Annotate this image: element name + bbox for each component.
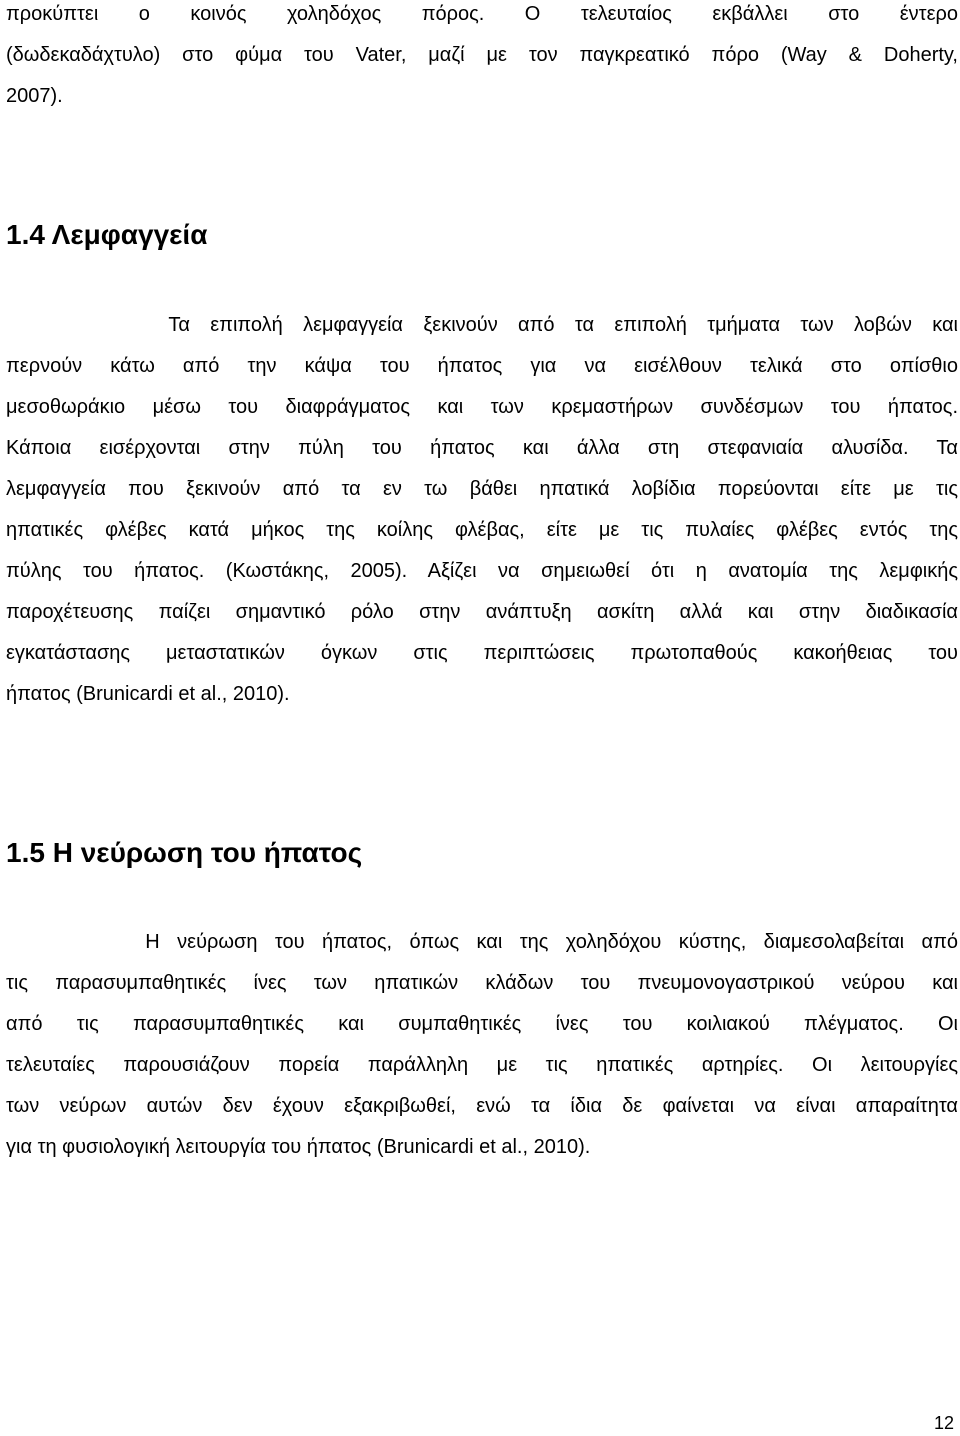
paragraph-line: τελευταίες παρουσιάζουν πορεία παράλληλη με τις ηπατικές αρτηρίες. Οι λειτουργίες [6, 1054, 958, 1076]
section-heading-1-4: 1.4 Λεμφαγγεία [6, 219, 208, 250]
paragraph-line: εγκατάστασης μεταστατικών όγκων στις περιπτώσεις πρωτοπαθούς κακοήθειας του [6, 642, 958, 664]
intro-line: (δωδεκαδάχτυλο) στο φύμα του Vater, μαζί με τον παγκρεατικό πόρο (Way & Doherty, [6, 44, 958, 66]
paragraph-line: των νεύρων αυτών δεν έχουν εξακριβωθεί, ενώ τα ίδια δε φαίνεται να είναι απαραίτητα [6, 1095, 958, 1117]
paragraph-line: από τις παρασυμπαθητικές και συμπαθητικές ίνες του κοιλιακού πλέγματος. Οι [6, 1013, 958, 1035]
lymphatics-paragraph [6, 305, 958, 715]
intro-paragraph [6, 0, 958, 117]
paragraph-line: πύλης του ήπατος. (Κωστάκης, 2005). Αξίζει να σημειωθεί ότι η ανατομία της λεμφικής [6, 560, 958, 582]
paragraph-line: περνούν κάτω από την κάψα του ήπατος για να εισέλθουν τελικά στο οπίσθιο [6, 355, 958, 377]
paragraph-line: μεσοθωράκιο μέσω του διαφράγματος και των κρεμαστήρων συνδέσμων του ήπατος. [6, 396, 958, 418]
paragraph-line: Κάποια εισέρχονται στην πύλη του ήπατος και άλλα στη στεφανιαία αλυσίδα. Τα [6, 437, 958, 459]
intro-line: 2007). [6, 85, 63, 107]
paragraph-line: Η νεύρωση του ήπατος, όπως και της χοληδόχου κύστης, διαμεσολαβείται από [6, 931, 958, 953]
paragraph-line: ήπατος (Brunicardi et al., 2010). [6, 683, 290, 705]
paragraph-line: ηπατικές φλέβες κατά μήκος της κοίλης φλέβας, είτε με τις πυλαίες φλέβες εντός της [6, 519, 958, 541]
innervation-paragraph [6, 922, 958, 1168]
page-number: 12 [933, 1413, 954, 1433]
section-heading-1-5: 1.5 Η νεύρωση του ήπατος [6, 837, 363, 868]
paragraph-line: Τα επιπολή λεμφαγγεία ξεκινούν από τα επιπολή τμήματα των λοβών και [6, 314, 958, 336]
paragraph-line: για τη φυσιολογική λειτουργία του ήπατος (Brunicardi et al., 2010). [6, 1136, 591, 1158]
paragraph-line: παροχέτευσης παίζει σημαντικό ρόλο στην ανάπτυξη ασκίτη αλλά και στην διαδικασία [6, 601, 958, 623]
intro-line: προκύπτει ο κοινός χοληδόχος πόρος. Ο τελευταίος εκβάλλει στο έντερο [6, 3, 958, 25]
paragraph-line: λεμφαγγεία που ξεκινούν από τα εν τω βάθει ηπατικά λοβίδια πορεύονται είτε με τις [6, 478, 958, 500]
paragraph-line: τις παρασυμπαθητικές ίνες των ηπατικών κλάδων του πνευμονογαστρικού νεύρου και [6, 972, 958, 994]
